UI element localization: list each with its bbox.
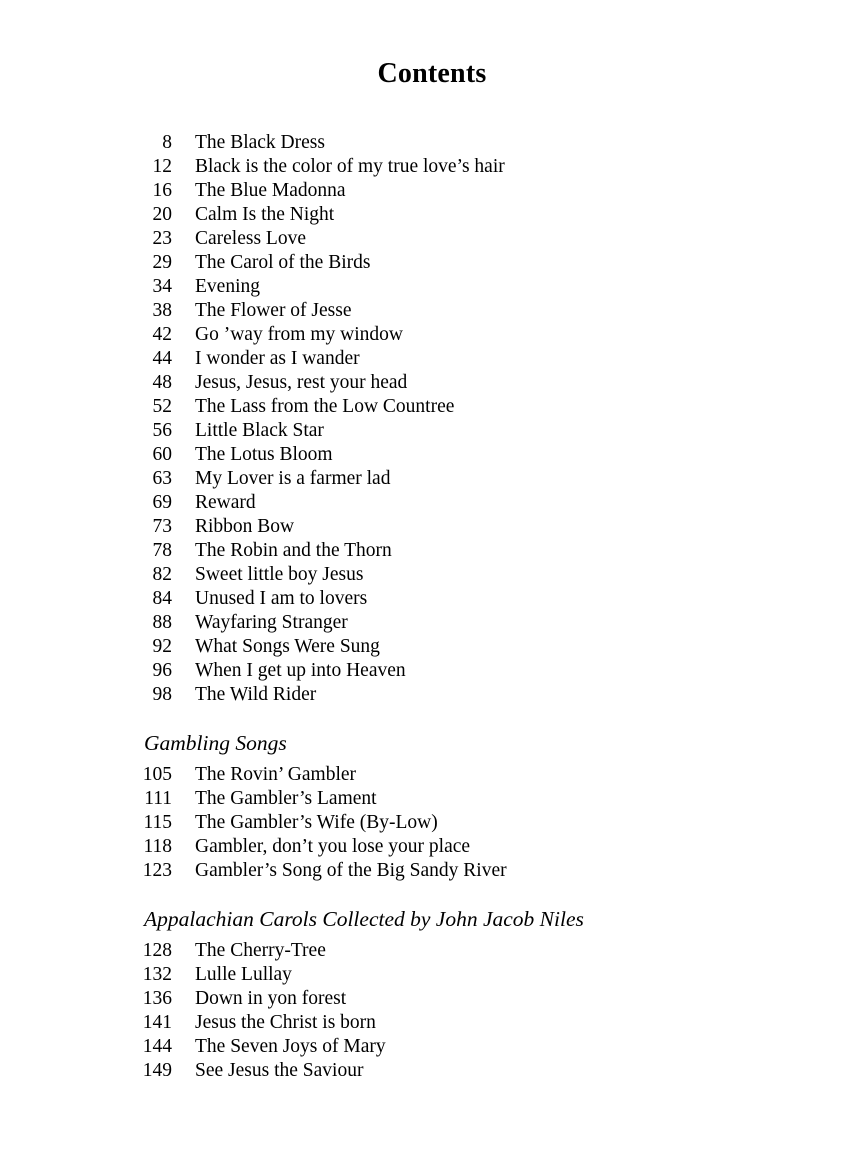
song-title: Unused I am to lovers <box>195 588 368 609</box>
song-title: The Gambler’s Wife (By-Low) <box>195 812 438 833</box>
toc-entry <box>126 227 864 251</box>
song-title: The Lass from the Low Countree <box>195 396 455 417</box>
toc-entry <box>126 131 864 155</box>
song-title: The Black Dress <box>195 132 325 153</box>
song-title: Lulle Lullay <box>195 964 292 985</box>
toc-entry <box>126 987 864 1011</box>
toc-entry <box>126 763 864 787</box>
toc-entry <box>126 1011 864 1035</box>
page-number: 23 <box>152 228 172 249</box>
page-title: Contents <box>377 58 487 89</box>
page-number: 16 <box>152 180 172 201</box>
song-title: The Seven Joys of Mary <box>195 1036 386 1057</box>
song-title: Go ’way from my window <box>195 324 403 345</box>
song-title: Sweet little boy Jesus <box>195 564 364 585</box>
toc-entry <box>126 251 864 275</box>
song-title: Gambler, don’t you lose your place <box>195 836 471 857</box>
toc-entry <box>126 587 864 611</box>
page-number: 60 <box>152 444 172 465</box>
song-title: I wonder as I wander <box>195 348 360 369</box>
toc-entry <box>126 683 864 707</box>
toc-entry <box>126 275 864 299</box>
song-title: Jesus, Jesus, rest your head <box>195 372 408 393</box>
toc-entry <box>126 939 864 963</box>
toc-entry <box>126 323 864 347</box>
toc-section-main <box>0 131 864 707</box>
song-title: The Lotus Bloom <box>195 444 333 465</box>
toc-entry <box>126 539 864 563</box>
song-title: When I get up into Heaven <box>195 660 406 681</box>
toc-entry <box>126 491 864 515</box>
song-title: Black is the color of my true love’s hair <box>195 156 505 177</box>
page-number: 56 <box>152 420 172 441</box>
page-number: 111 <box>144 788 172 809</box>
page-number: 128 <box>142 940 172 961</box>
page-number: 52 <box>152 396 172 417</box>
song-title: My Lover is a farmer lad <box>195 468 391 489</box>
page-number: 115 <box>143 812 172 833</box>
toc-section-appalachian-carols <box>0 905 864 1083</box>
song-title: The Gambler’s Lament <box>195 788 377 809</box>
toc-entry <box>126 635 864 659</box>
toc-entry <box>126 395 864 419</box>
toc-entry <box>126 347 864 371</box>
toc-entry <box>126 611 864 635</box>
song-title: See Jesus the Saviour <box>195 1060 364 1081</box>
song-title: The Robin and the Thorn <box>195 540 392 561</box>
toc-entry <box>126 659 864 683</box>
page-number: 48 <box>152 372 172 393</box>
page-number: 84 <box>152 588 172 609</box>
page-number: 144 <box>142 1036 172 1057</box>
toc-entry <box>126 1059 864 1083</box>
song-title: Wayfaring Stranger <box>195 612 348 633</box>
toc-entry <box>126 155 864 179</box>
toc-entry <box>126 467 864 491</box>
page-number: 69 <box>152 492 172 513</box>
page-number: 88 <box>152 612 172 633</box>
toc-entry <box>126 859 864 883</box>
page-number: 118 <box>143 836 172 857</box>
song-title: Reward <box>195 492 256 513</box>
page-number: 136 <box>142 988 172 1009</box>
toc-entry <box>126 787 864 811</box>
page-number: 8 <box>162 132 172 153</box>
page-number: 92 <box>152 636 172 657</box>
page-number: 123 <box>142 860 172 881</box>
page-number: 44 <box>152 348 172 369</box>
song-title: What Songs Were Sung <box>195 636 380 657</box>
toc-entry <box>126 179 864 203</box>
page-number: 149 <box>142 1060 172 1081</box>
toc-entry <box>126 1035 864 1059</box>
song-title: Down in yon forest <box>195 988 347 1009</box>
toc-entry <box>126 563 864 587</box>
song-title: Calm Is the Night <box>195 204 335 225</box>
page-number: 12 <box>152 156 172 177</box>
page-number: 20 <box>152 204 172 225</box>
toc-entry <box>126 299 864 323</box>
page-number: 96 <box>152 660 172 681</box>
page-number: 29 <box>152 252 172 273</box>
page-number: 105 <box>142 764 172 785</box>
song-title: Gambler’s Song of the Big Sandy River <box>195 860 507 881</box>
page-number: 38 <box>152 300 172 321</box>
song-title: Evening <box>195 276 260 297</box>
toc-entry <box>126 963 864 987</box>
toc-entry <box>126 371 864 395</box>
page-number: 34 <box>152 276 172 297</box>
page-number: 132 <box>142 964 172 985</box>
song-title: Jesus the Christ is born <box>195 1012 376 1033</box>
page-number: 42 <box>152 324 172 345</box>
toc-entry <box>126 203 864 227</box>
song-title: The Carol of the Birds <box>195 252 371 273</box>
page-number: 141 <box>142 1012 172 1033</box>
song-title: Little Black Star <box>195 420 324 441</box>
section-heading: Gambling Songs <box>144 731 287 755</box>
section-heading: Appalachian Carols Collected by John Jacob Niles <box>144 907 584 931</box>
song-title: The Flower of Jesse <box>195 300 352 321</box>
song-title: Ribbon Bow <box>195 516 295 537</box>
page-number: 63 <box>152 468 172 489</box>
page-number: 78 <box>152 540 172 561</box>
toc-entry <box>126 811 864 835</box>
toc-entry <box>126 443 864 467</box>
toc-entry <box>126 419 864 443</box>
song-title: The Rovin’ Gambler <box>195 764 357 785</box>
song-title: The Wild Rider <box>195 684 317 705</box>
table-of-contents <box>0 131 864 1083</box>
page-number: 82 <box>152 564 172 585</box>
toc-entry <box>126 835 864 859</box>
page-number: 98 <box>152 684 172 705</box>
page-number: 73 <box>152 516 172 537</box>
song-title: The Cherry-Tree <box>195 940 326 961</box>
toc-section-gambling-songs <box>0 729 864 883</box>
song-title: The Blue Madonna <box>195 180 346 201</box>
song-title: Careless Love <box>195 228 307 249</box>
toc-entry <box>126 515 864 539</box>
